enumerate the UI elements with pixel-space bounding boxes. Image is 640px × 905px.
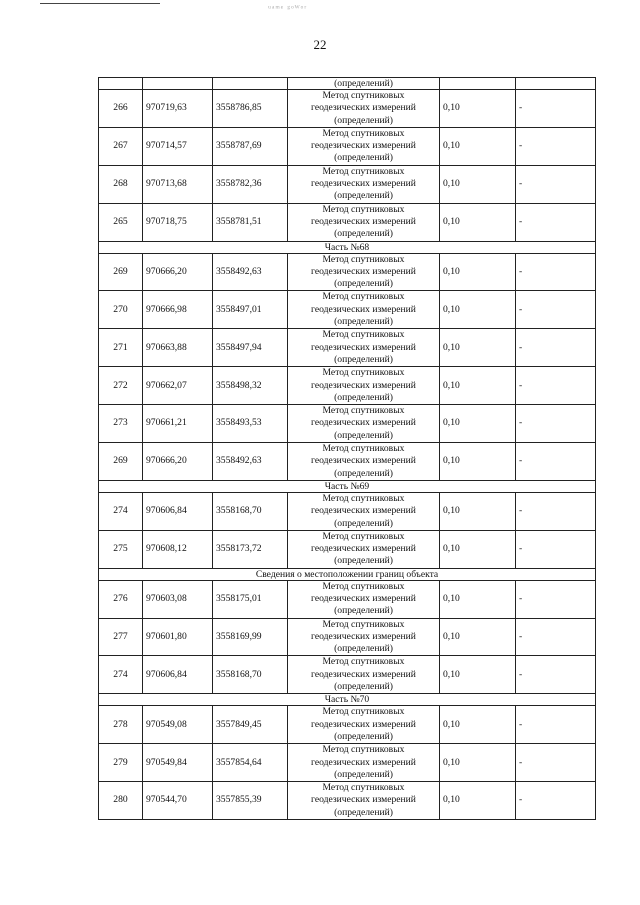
- method-line: Метод спутниковых: [322, 405, 405, 417]
- top-rule-line: [40, 3, 160, 4]
- method-line: (определений): [334, 467, 393, 479]
- point-number: 275: [99, 530, 143, 568]
- method-line: (определений): [334, 806, 393, 818]
- cell-empty: [99, 78, 143, 90]
- cell-empty: [213, 78, 288, 90]
- note-value: -: [516, 367, 596, 405]
- method-line: (определений): [334, 429, 393, 441]
- point-number: 269: [99, 443, 143, 481]
- note-value: -: [516, 492, 596, 530]
- table-row: [99, 165, 596, 203]
- accuracy-value: 0,10: [440, 203, 516, 241]
- y-coordinate: 3558497,01: [213, 291, 288, 329]
- method-cell: [288, 782, 440, 820]
- method-line: геодезических измерений: [311, 505, 416, 517]
- method-line: геодезических измерений: [311, 265, 416, 277]
- table-row: [99, 656, 596, 694]
- method-line: (определений): [334, 316, 393, 328]
- table-row: [99, 443, 596, 481]
- method-line: геодезических измерений: [311, 379, 416, 391]
- table-row: [99, 203, 596, 241]
- coordinates-table: [98, 77, 596, 820]
- y-coordinate: 3558497,94: [213, 329, 288, 367]
- method-line: геодезических измерений: [311, 215, 416, 227]
- method-cell: [288, 656, 440, 694]
- x-coordinate: 970549,84: [143, 744, 213, 782]
- table-row: [99, 618, 596, 656]
- method-cell: [288, 580, 440, 618]
- note-value: -: [516, 291, 596, 329]
- method-line: Метод спутниковых: [322, 443, 405, 455]
- table-row: [99, 405, 596, 443]
- y-coordinate: 3557855,39: [213, 782, 288, 820]
- section-title: Часть №70: [99, 694, 596, 706]
- note-value: -: [516, 329, 596, 367]
- y-coordinate: 3558492,63: [213, 443, 288, 481]
- point-number: 268: [99, 165, 143, 203]
- method-line: (определений): [334, 228, 393, 240]
- table-row: [99, 253, 596, 291]
- note-value: -: [516, 530, 596, 568]
- method-line: (определений): [334, 391, 393, 403]
- method-line: Метод спутниковых: [322, 367, 405, 379]
- accuracy-value: 0,10: [440, 618, 516, 656]
- method-line: геодезических измерений: [311, 543, 416, 555]
- x-coordinate: 970666,20: [143, 253, 213, 291]
- accuracy-value: 0,10: [440, 656, 516, 694]
- y-coordinate: 3557849,45: [213, 706, 288, 744]
- method-line: (определений): [334, 353, 393, 365]
- method-line: (определений): [334, 605, 393, 617]
- section-header-row: [99, 568, 596, 580]
- accuracy-value: 0,10: [440, 291, 516, 329]
- method-line: (определений): [334, 555, 393, 567]
- method-cell: [288, 618, 440, 656]
- note-value: -: [516, 203, 596, 241]
- method-line: (определений): [334, 278, 393, 290]
- y-coordinate: 3558168,70: [213, 656, 288, 694]
- method-cell: [288, 203, 440, 241]
- method-line: геодезических измерений: [311, 102, 416, 114]
- point-number: 278: [99, 706, 143, 744]
- y-coordinate: 3558498,32: [213, 367, 288, 405]
- method-line: Метод спутниковых: [322, 744, 405, 756]
- table-row: [99, 329, 596, 367]
- accuracy-value: 0,10: [440, 580, 516, 618]
- point-number: 271: [99, 329, 143, 367]
- y-coordinate: 3558786,85: [213, 90, 288, 128]
- method-line: (определений): [334, 730, 393, 742]
- y-coordinate: 3558175,01: [213, 580, 288, 618]
- method-line: Метод спутниковых: [322, 706, 405, 718]
- section-title: Сведения о местоположении границ объекта: [99, 568, 596, 580]
- method-cell: [288, 706, 440, 744]
- method-line: геодезических измерений: [311, 140, 416, 152]
- point-number: 270: [99, 291, 143, 329]
- y-coordinate: 3558493,53: [213, 405, 288, 443]
- point-number: 280: [99, 782, 143, 820]
- method-cell: [288, 329, 440, 367]
- note-value: -: [516, 127, 596, 165]
- method-cell: [288, 165, 440, 203]
- method-line: Метод спутниковых: [322, 127, 405, 139]
- point-number: 273: [99, 405, 143, 443]
- method-line: геодезических измерений: [311, 794, 416, 806]
- section-header-row: [99, 694, 596, 706]
- accuracy-value: 0,10: [440, 530, 516, 568]
- x-coordinate: 970661,21: [143, 405, 213, 443]
- y-coordinate: 3558169,99: [213, 618, 288, 656]
- note-value: -: [516, 580, 596, 618]
- note-value: -: [516, 253, 596, 291]
- cell-empty: [143, 78, 213, 90]
- method-line: Метод спутниковых: [322, 329, 405, 341]
- method-line: геодезических измерений: [311, 756, 416, 768]
- point-number: 266: [99, 90, 143, 128]
- table-row: [99, 580, 596, 618]
- point-number: 274: [99, 492, 143, 530]
- y-coordinate: 3557854,64: [213, 744, 288, 782]
- x-coordinate: 970606,84: [143, 492, 213, 530]
- method-cell: [288, 291, 440, 329]
- point-number: 265: [99, 203, 143, 241]
- point-number: 267: [99, 127, 143, 165]
- y-coordinate: 3558781,51: [213, 203, 288, 241]
- y-coordinate: 3558173,72: [213, 530, 288, 568]
- table-row: [99, 367, 596, 405]
- note-value: -: [516, 656, 596, 694]
- note-value: -: [516, 744, 596, 782]
- method-cell: [288, 530, 440, 568]
- method-line: (определений): [334, 681, 393, 693]
- accuracy-value: 0,10: [440, 744, 516, 782]
- cell-empty: [516, 78, 596, 90]
- method-line: геодезических измерений: [311, 718, 416, 730]
- method-line: (определений): [334, 768, 393, 780]
- point-number: 269: [99, 253, 143, 291]
- y-coordinate: 3558782,36: [213, 165, 288, 203]
- section-header-row: [99, 241, 596, 253]
- continued-row: [99, 78, 596, 90]
- x-coordinate: 970608,12: [143, 530, 213, 568]
- method-line: геодезических измерений: [311, 630, 416, 642]
- x-coordinate: 970718,75: [143, 203, 213, 241]
- x-coordinate: 970666,20: [143, 443, 213, 481]
- accuracy-value: 0,10: [440, 329, 516, 367]
- method-line: (определений): [334, 517, 393, 529]
- method-cell: [288, 443, 440, 481]
- note-value: -: [516, 618, 596, 656]
- x-coordinate: 970544,70: [143, 782, 213, 820]
- method-line: Метод спутниковых: [322, 782, 405, 794]
- accuracy-value: 0,10: [440, 706, 516, 744]
- method-cell: [288, 744, 440, 782]
- point-number: 277: [99, 618, 143, 656]
- accuracy-value: 0,10: [440, 253, 516, 291]
- method-line: Метод спутниковых: [322, 580, 405, 592]
- note-value: -: [516, 405, 596, 443]
- note-value: -: [516, 782, 596, 820]
- accuracy-value: 0,10: [440, 405, 516, 443]
- accuracy-value: 0,10: [440, 443, 516, 481]
- method-cell: [288, 492, 440, 530]
- section-header-row: [99, 480, 596, 492]
- y-coordinate: 3558492,63: [213, 253, 288, 291]
- point-number: 274: [99, 656, 143, 694]
- method-cell: [288, 253, 440, 291]
- accuracy-value: 0,10: [440, 165, 516, 203]
- method-line: Метод спутниковых: [322, 203, 405, 215]
- section-title: Часть №69: [99, 480, 596, 492]
- note-value: -: [516, 443, 596, 481]
- method-line: (определений): [334, 643, 393, 655]
- cell-empty: [440, 78, 516, 90]
- x-coordinate: 970601,80: [143, 618, 213, 656]
- method-line: геодезических измерений: [311, 592, 416, 604]
- method-line: геодезических измерений: [311, 341, 416, 353]
- method-line: геодезических измерений: [311, 668, 416, 680]
- y-coordinate: 3558168,70: [213, 492, 288, 530]
- method-line: геодезических измерений: [311, 417, 416, 429]
- table-row: [99, 291, 596, 329]
- x-coordinate: 970606,84: [143, 656, 213, 694]
- method-cell: [288, 405, 440, 443]
- note-value: -: [516, 165, 596, 203]
- method-line: (определений): [334, 152, 393, 164]
- method-line: геодезических измерений: [311, 178, 416, 190]
- point-number: 276: [99, 580, 143, 618]
- method-line: Метод спутниковых: [322, 291, 405, 303]
- table-row: [99, 530, 596, 568]
- table-row: [99, 744, 596, 782]
- method-cell-tail: (определений): [288, 78, 440, 90]
- x-coordinate: 970666,98: [143, 291, 213, 329]
- accuracy-value: 0,10: [440, 90, 516, 128]
- accuracy-value: 0,10: [440, 127, 516, 165]
- method-line: геодезических измерений: [311, 455, 416, 467]
- table-row: [99, 90, 596, 128]
- method-line: Метод спутниковых: [322, 165, 405, 177]
- page-number: 22: [313, 37, 327, 52]
- y-coordinate: 3558787,69: [213, 127, 288, 165]
- x-coordinate: 970603,08: [143, 580, 213, 618]
- method-line: (определений): [334, 190, 393, 202]
- x-coordinate: 970714,57: [143, 127, 213, 165]
- method-line: Метод спутниковых: [322, 253, 405, 265]
- x-coordinate: 970719,63: [143, 90, 213, 128]
- accuracy-value: 0,10: [440, 492, 516, 530]
- accuracy-value: 0,10: [440, 367, 516, 405]
- point-number: 272: [99, 367, 143, 405]
- method-cell: [288, 367, 440, 405]
- table-row: [99, 492, 596, 530]
- section-title: Часть №68: [99, 241, 596, 253]
- note-value: -: [516, 706, 596, 744]
- point-number: 279: [99, 744, 143, 782]
- method-cell: [288, 127, 440, 165]
- faint-stamp-marks: ᵘᵃᵐᵉ ᵍᵒᵂᵒʳ: [268, 3, 308, 13]
- accuracy-value: 0,10: [440, 782, 516, 820]
- table-row: [99, 706, 596, 744]
- method-line: Метод спутниковых: [322, 656, 405, 668]
- coordinates-table-body: [99, 78, 596, 820]
- x-coordinate: 970662,07: [143, 367, 213, 405]
- method-line: Метод спутниковых: [322, 492, 405, 504]
- x-coordinate: 970549,08: [143, 706, 213, 744]
- method-line: Метод спутниковых: [322, 90, 405, 101]
- table-row: [99, 782, 596, 820]
- method-line: (определений): [334, 114, 393, 126]
- method-line: Метод спутниковых: [322, 618, 405, 630]
- method-line: геодезических измерений: [311, 303, 416, 315]
- method-cell: [288, 90, 440, 128]
- table-row: [99, 127, 596, 165]
- x-coordinate: 970713,68: [143, 165, 213, 203]
- method-line: Метод спутниковых: [322, 530, 405, 542]
- note-value: -: [516, 90, 596, 128]
- x-coordinate: 970663,88: [143, 329, 213, 367]
